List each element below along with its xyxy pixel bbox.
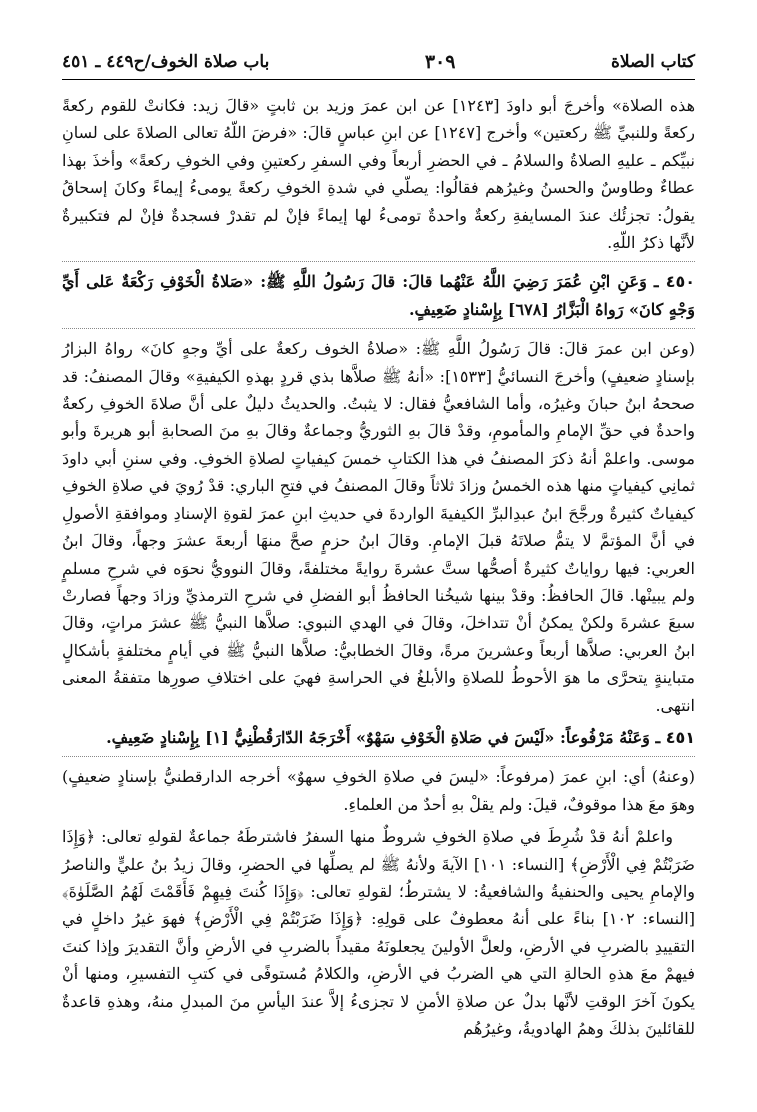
commentary-paragraph: (وعنهُ) أي: ابنِ عمرَ (مرفوعاً: «ليسَ في صلاةِ الخوفِ سهوٌ» أخرجه الدارقطنيُّ بإسنادٍ ضعيفٍ) وهوَ معَ هذا موقوفٌ، قيلَ: ولم يقلْ بهِ أحدٌ من العلماءِ. — [62, 767, 695, 814]
commentary-paragraph: هذه الصلاة» وأخرجَ أبو داودَ [١٢٤٣] عن ابن عمرَ وزيد بن ثابتٍ «قالَ زيد: فكانتْ للقوم ركعةً ركعةً وللنبيِّ ﷺ ركعتين» وأخرج [١٢٤٧] عن ابنِ عباسٍ قالَ: «فرضَ اللّهُ تعالى الصلاةَ على لسانِ نبيِّكم ـ عليهِ الصلاةُ والسلامُ ـ في الحضرِ أربعاً وفي السفرِ ركعتينِ وفي الخوفِ ركعةً» وأخذَ بهذا عطاءٌ وطاوسٌ والحسنُ وغيرُهم فقالُوا: يصلّي في شدةِ الخوفِ ركعةً يومىءُ إيماءً وكانَ إسحاقُ يقولُ: تجزئُك عندَ المسايفةِ ركعةٌ واحدةٌ تومىءُ لها إيماءً فإنْ لم تقدرْ فسجدةٌ فإنْ لم فتكبيرةٌ لأنَّها ذكرُ اللّهِ. — [62, 96, 696, 253]
section-divider — [62, 261, 695, 262]
header-rule — [62, 79, 695, 80]
section-divider — [62, 328, 695, 329]
hadith-number: ٤٥٠ — [665, 272, 695, 292]
hadith-body: ـ وَعَنِ ابْنِ عُمَرَ رَضِيَ اللَّهُ عَنْهُما قالَ: قالَ رَسُولُ اللَّهِ ﷺ: «صَلاةُ الْخَوْفِ رَكْعَةٌ عَلى أَيِّ وَجْهٍ كانَ» رَواهُ الْبَزَّارُ [٦٧٨] بِإِسْنادٍ ضَعِيفٍ. — [62, 272, 695, 319]
page-body — [62, 92, 695, 1047]
hadith-number: ٤٥١ — [665, 727, 695, 747]
hadith-text — [62, 268, 695, 323]
hadith-text — [62, 724, 695, 751]
commentary-paragraph: واعلمْ أنهُ قدْ شُرِطَ في صلاةِ الخوفِ شروطٌ منها السفرُ فاشترطَهُ جماعةٌ لقولهِ تعالى: ﴿وَإِذَا ضَرَبْتُمْ فِي الْأَرْضِ﴾ [النساء: ١٠١] الآيةَ ولأنهُ ﷺ لم يصلِّها في الحضرِ، وقالَ زيدُ بنُ عليٍّ والناصرُ والإمامِ يحيى والحنفيةُ والشافعيةُ: لا يشترطُ؛ لقولهِ تعالى: ﴿وَإِذَا كُنتَ فِيهِمْ فَأَقَمْتَ لَهُمُ الصَّلَوٰةَ﴾ [النساء: ١٠٢] بناءً على أنهُ معطوفٌ على قولِهِ: ﴿وَإِذَا ضَرَبْتُمْ فِي الْأَرْضِ﴾ فهوَ غيرُ داخلٍ في التقييدِ بالضربِ في الأرضِ، ولعلَّ الأولينَ يجعلونَهُ مقيداً بالضربِ في الأرضِ وأنَّ التقديرَ وإذا كنتَ فيهمْ معَ هذهِ الحالةِ التي هي الضربُ في الأرضِ، والكلامُ مُستوفًى في كتبِ التفسيرِ، ومنها أنْ يكونَ آخرَ الوقتِ لأنَّها بدلٌ عن صلاةِ الأمنِ لا تجزىءُ إلاَّ عندَ اليأسِ منَ المبدلِ منهُ، وهذهِ قاعدةٌ للقائلينَ بذلكَ وهمُ الهادويةُ، وغيرُهُم — [62, 827, 695, 1038]
header-chapter-title: كتاب الصلاة — [610, 52, 695, 72]
section-divider — [62, 756, 695, 757]
commentary-paragraph: (وعن ابن عمرَ قالَ: قالَ رَسُولُ اللَّهِ ﷺ: «صلاةُ الخوف ركعةٌ على أيِّ وجهٍ كانَ» رواهُ البزارُ بإسنادٍ ضعيفٍ) وأخرجَ النسائيُّ [١٥٣٣]: «أنهُ ﷺ صلاَّها بذي قردٍ بهذهِ الكيفيةِ» وقالَ المصنفُ: قد صححهُ ابنُ حبانَ وغيرُه، وأما الشافعيُّ فقال: لا يثبتُ. والحديثُ دليلٌ على أنَّ صلاةَ الخوفِ ركعةٌ واحدةٌ في حقِّ الإمامِ والمأمومِ، وقدْ قالَ بهِ الثوريُّ وجماعةٌ وقالَ بهِ منَ الصحابةِ أبو هريرةَ وأبو موسى. واعلمْ أنهُ ذكرَ المصنفُ في هذا الكتابِ خمسَ كيفياتٍ لصلاةِ الخوفِ. وفي سننِ أبي داودَ ثمانِي كيفياتٍ منها هذه الخمسُ وزادَ ثلاثاً وقالَ المصنفُ في فتحِ الباري: قدْ رُويَ في صلاةِ الخوفِ كيفياتٌ كثيرةٌ ورجَّحَ ابنُ عبدِالبرِّ الكيفيةَ الواردةَ في حديثِ ابنِ عمرَ لقوةِ الإسنادِ وموافقةِ الأصولِ في أنَّ المؤتمَّ لا يتمُّ صلاتَهُ قبلَ الإمامِ. وقالَ ابنُ حزمٍ صحَّ منهَا أربعةَ عشرَ وجهاً، وقالَ ابنُ العربي: فيها رواياتٌ كثيرةٌ أصحُّها ستَّ عشرةَ روايةً مختلفةً، وقالَ النوويُّ نحوَه في شرحِ مسلمٍ ولم يبينْها. قالَ الحافظُ: وقدْ بينها شيخُنا الحافظُ أبو الفضلِ في شرحِ الترمذيِّ وزادَ وجهاً فصارتْ سبعَ عشرةَ ولكنْ يمكنُ أنْ تتداخلَ، وقالَ في الهدي النبوي: صلاَّها النبيُّ ﷺ عشرَ مراتٍ، وقالَ ابنُ العربي: صلاَّها أربعاً وعشرينَ مرةً، وقالَ الخطابيُّ: صلاَّها النبيُّ ﷺ في أيامٍ مختلفةٍ بأشكالٍ متباينةٍ يتحرَّى ما هوَ الأحوطُ للصلاةِ والأبلغُ في الحراسةِ فهيَ على اختلافِ صورِها متفقةُ المعنى انتهى. — [62, 339, 696, 715]
page-number: ٣٠٩ — [424, 51, 456, 73]
page-header — [62, 44, 695, 80]
header-section-title: باب صلاة الخوف/ح٤٤٩ ـ ٤٥١ — [62, 52, 270, 72]
hadith-body: ـ وَعَنْهُ مَرْفُوعاً: «لَيْسَ في صَلاةِ الْخَوْفِ سَهْوٌ» أَخْرَجَهُ الدّارَقُطْنِيُّ [١] بِإِسْنادٍ ضَعِيفٍ. — [106, 727, 661, 747]
